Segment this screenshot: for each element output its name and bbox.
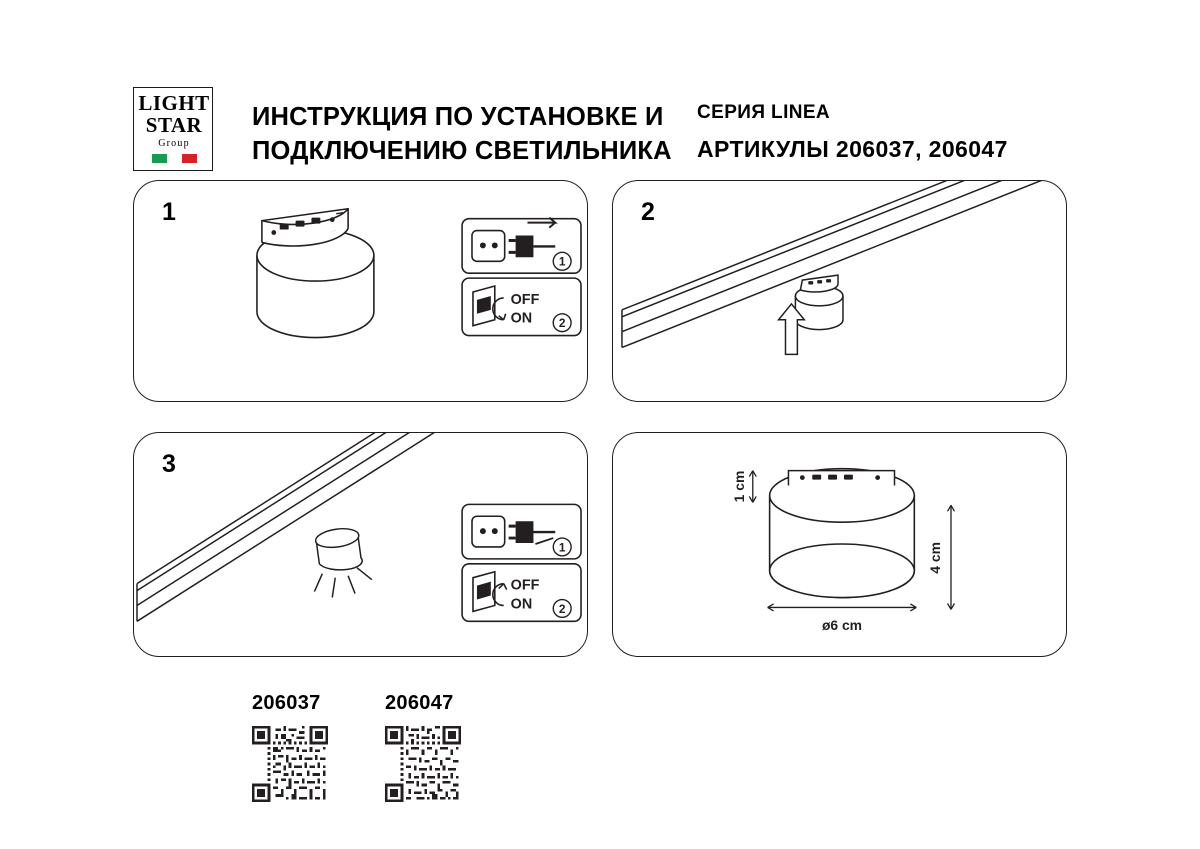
step-panel-1 [133,180,588,402]
logo-line-2: STAR [145,113,203,137]
step-panel-3 [133,432,588,657]
logo-line-1: LIGHT [138,91,210,115]
page-title-line-1: ИНСТРУКЦИЯ ПО УСТАНОВКЕ И [252,103,664,131]
step-panel-2 [612,180,1067,402]
step-2-illustration [613,181,1066,401]
series-label: СЕРИЯ LINEA [697,102,831,123]
page-title [252,100,672,168]
step-1-illustration [134,181,587,401]
italy-flag-icon [152,154,197,163]
dimension-diameter: ø6 cm [821,617,863,634]
dimension-height-total: 4 cm [927,542,944,574]
dimension-height-top: 1 cm [730,470,747,503]
step-number-1: 1 [162,198,176,226]
switch-on-label: ON [510,596,533,613]
qr-code-206047 [385,726,461,802]
logo-wordmark [134,92,214,136]
step-number-3: 3 [162,450,176,478]
dimensions-illustration [613,433,1066,656]
lightstar-logo [133,87,213,171]
step-panel-4-dimensions [612,432,1067,657]
switch-on-label: ON [510,310,533,327]
step-number-2: 2 [641,198,655,226]
switch-off-label: OFF [510,577,540,594]
qr-block-206037 [252,692,328,802]
qr-code-206037 [252,726,328,802]
badge-index-1: 1 [558,540,566,555]
document-header [0,40,1200,165]
switch-off-label: OFF [510,291,540,308]
qr-label-206037: 206037 [252,692,321,714]
qr-label-206047: 206047 [385,692,454,714]
badge-index-2: 2 [558,601,566,616]
page-title-line-2: ПОДКЛЮЧЕНИЮ СВЕТИЛЬНИКА [252,137,672,165]
articles-label: АРТИКУЛЫ 206037, 206047 [697,136,1008,162]
qr-block-206047 [385,692,461,802]
badge-index-2: 2 [558,316,566,331]
step-3-illustration [134,433,587,656]
logo-subtitle: Group [158,138,190,149]
badge-index-1: 1 [558,254,566,269]
